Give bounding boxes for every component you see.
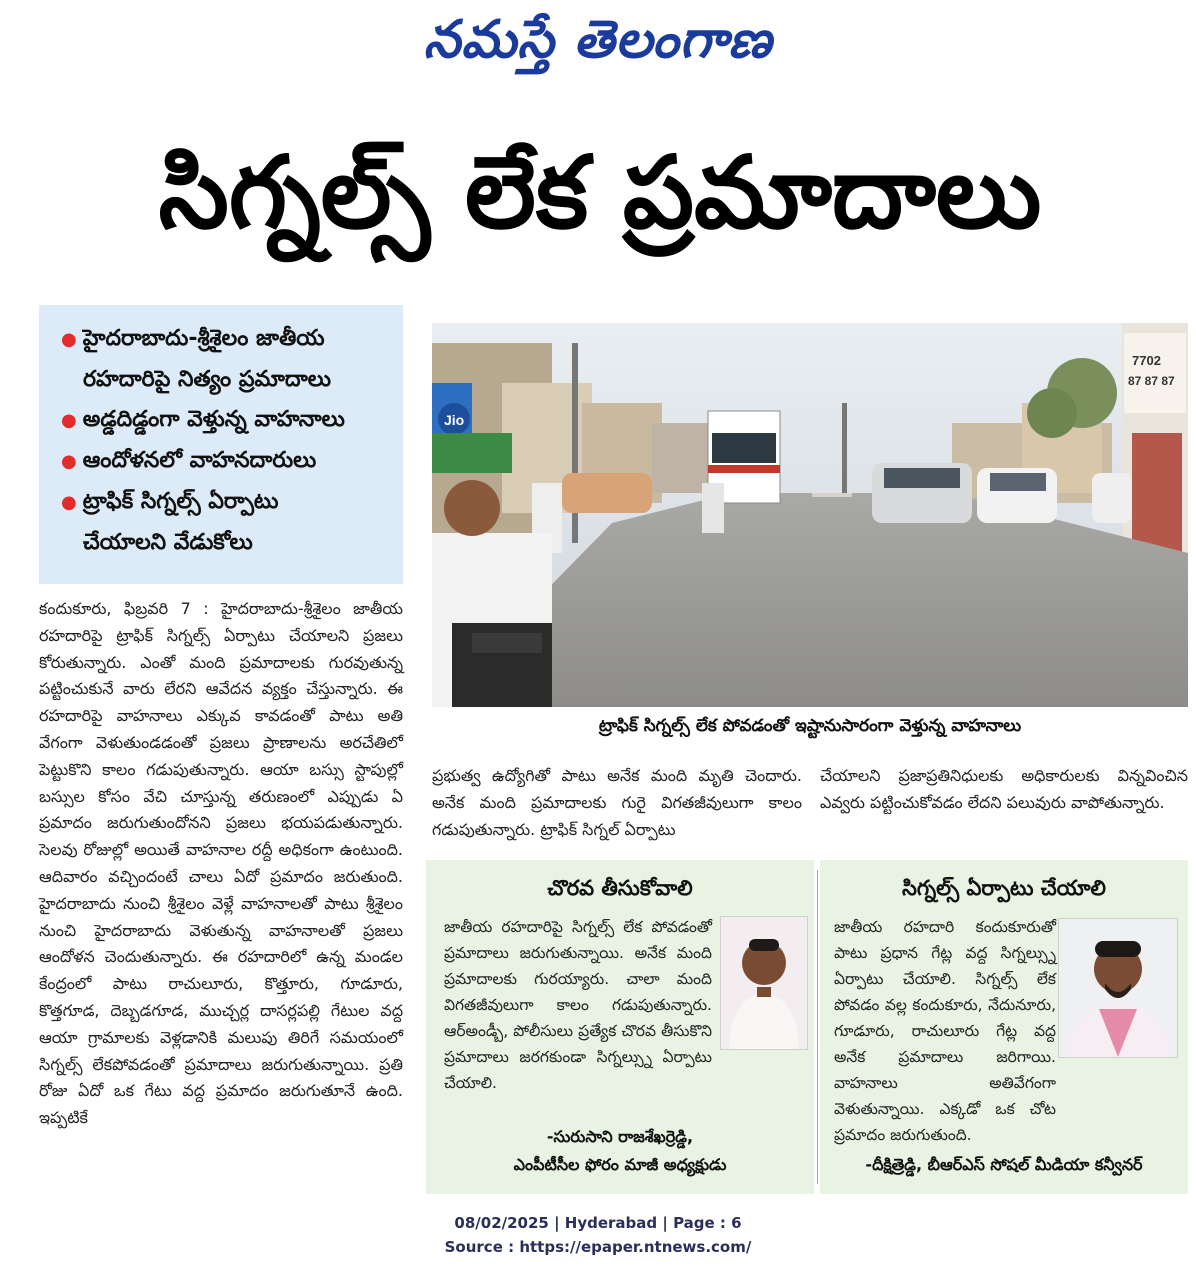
billboard-number: 7702 xyxy=(1132,353,1161,368)
person-avatar xyxy=(1059,919,1177,1057)
quote-attribution-designation: ఎంపీటీసీల ఫోరం మాజీ అధ్యక్షుడు xyxy=(513,1155,727,1174)
article-body-right xyxy=(820,762,1188,816)
jio-sign: Jio xyxy=(444,412,465,428)
bullet-icon: ● xyxy=(61,410,77,431)
quote-box-2 xyxy=(820,860,1188,1194)
portrait-photo xyxy=(1058,918,1178,1058)
article-body-left xyxy=(39,596,403,1132)
billboard-number-2: 87 87 87 xyxy=(1128,374,1175,388)
highlights-box xyxy=(39,305,403,584)
quote-text: జాతీయ రహదారి కందుకూరుతో పాటు ప్రధాన గేట్ల వద్ద సిగ్నల్స్ను ఏర్పాటు చేయాలి. సిగ్నల్స్ లేక పోవడం వల్ల కందుకూరు, నేదునూరు, గూడూరు, రాచులూరు గేట్ల వద్ద అనేక ప్రమాదాలు జరిగాయి. వాహనాలు అతివేగంగా వెళుతున్నాయి. ఎక్కడో ఒక చోట ప్రమాదం జరుగుతుంది. xyxy=(834,918,1056,1144)
footer-date-page: 08/02/2025 | Hyderabad | Page : 6 xyxy=(454,1214,742,1232)
footer-source-link[interactable]: Source : https://epaper.ntnews.com/ xyxy=(444,1238,752,1256)
highlight-item: ● హైదరాబాదు-శ్రీశైలం జాతీయ xyxy=(61,326,325,351)
quote-attribution-name: -సురుసాని రాజశేఖర్రెడ్డి, xyxy=(546,1127,694,1146)
column-divider xyxy=(817,870,818,1184)
quote-text: జాతీయ రహదారిపై సిగ్నల్స్ లేక పోవడంతో ప్రమాదాలు జరుగుతున్నాయి. అనేక మంది ప్రమాదాలకు గురయ్యారు. చాలా మంది విగతజీవులుగా కాలం గడుపుతున్నారు. ఆర్అండ్బీ, పోలీసులు ప్రత్యేక చొరవ తీసుకొని ప్రమాదాలు జరగకుండా సిగ్నల్స్ను ఏర్పాటు చేయాలి. xyxy=(444,918,712,1092)
street-photo xyxy=(432,323,1188,707)
article-body-middle xyxy=(432,762,802,843)
highlight-item: ● అడ్డదిడ్డంగా వెళ్తున్న వాహనాలు xyxy=(61,407,345,432)
quote-attribution: -దీక్షిత్రెడ్డి, బీఆర్ఎస్ సోషల్ మీడియా కన్వీనర్ xyxy=(865,1155,1143,1174)
bullet-icon: ● xyxy=(61,492,77,513)
portrait-photo xyxy=(720,916,808,1050)
article-paragraph: కందుకూరు, ఫిబ్రవరి 7 : హైదరాబాదు-శ్రీశైలం జాతీయ రహదారిపై ట్రాఫిక్ సిగ్నల్స్ ఏర్పాటు చేయాలని ప్రజలు కోరుతున్నారు. ఎంతో మంది ప్రమాదాలకు గురవుతున్న పట్టించుకునే వారు లేరని ఆవేదన వ్యక్తం చేస్తున్నారు. ఈ రహదారిపై వాహనాలు ఎక్కువ కావడంతో పాటు అతి వేగంగా వెళుతుండడంతో ప్రజలు ప్రాణాలను అరచేతిలో పెట్టుకొని కాలం గడుపుతున్నారు. ఆయా బస్సు స్టాపుల్లో బస్సుల కోసం వేచి చూస్తున్న తరుణంలో ఎప్పుడు ఏ ప్రమాదం జరుగుతుందోనని ప్రజలు భయపడుతున్నారు. సెలవు రోజుల్లో అయితే వాహనాల రద్దీ అధికంగా ఉంటుంది. ఆదివారం వచ్చిందంటే చాలు ఏదో ప్రమాదం జరుతుంది. హైదరాబాదు నుంచి శ్రీశైలం వెళ్లే వాహనాలతో పాటు శ్రీశైలం నుంచి హైదరాబాదు వెళుతున్న వాహనాలతో ప్రజలు ఆందోళన చెందుతున్నారు. ఈ రహదారిలో ఉన్న మండల కేంద్రంలో పాటు రాచులూరు, కొత్తూరు, గూడూరు, కొత్తగూడ, దెబ్బడగూడ, ముచ్చర్ల దాసర్లపల్లి గేటుల వద్ద ఆయా గ్రామాలకు వెళ్లడానికి మలుపు తిరిగే సమయంలో సిగ్నల్స్ లేకపోవడంతో ప్రమాదాలు జరుగుతున్నాయి. ప్రతి రోజు ఏదో ఒక గేటు వద్ద ప్రమాదం జరుగుతూనే ఉంది. ఇప్పటికే xyxy=(39,599,403,1128)
headline: సిగ్నల్స్ లేక ప్రమాదాలు xyxy=(158,134,1042,251)
street-scene-image xyxy=(432,323,1188,707)
masthead-logo: నమస్తే తెలంగాణ xyxy=(423,10,773,70)
highlight-item: ● ఆందోళనలో వాహనదారులు xyxy=(61,448,317,473)
article-paragraph: ప్రభుత్వ ఉద్యోగితో పాటు అనేక మంది మృతి చెందారు. అనేక మంది ప్రమాదాలకు గురై విగతజీవులుగా కాలం గడుపుతున్నారు. ట్రాఫిక్ సిగ్నల్ ఏర్పాటు xyxy=(432,766,802,839)
person-avatar xyxy=(721,917,807,1049)
photo-caption: ట్రాఫిక్ సిగ్నల్స్ లేక పోవడంతో ఇష్టానుసారంగా వెళ్తున్న వాహనాలు xyxy=(598,716,1022,736)
article-paragraph: చేయాలని ప్రజాప్రతినిధులకు అధికారులకు విన్నవించిన ఎవ్వరు పట్టించుకోవడం లేదని పలువురు వాపోతున్నారు. xyxy=(820,766,1188,812)
quote-title: సిగ్నల్స్ ఏర్పాటు చేయాలి xyxy=(902,876,1106,900)
highlight-item-continued: రహదారిపై నిత్యం ప్రమాదాలు xyxy=(83,367,331,392)
highlight-item-continued: చేయాలని వేడుకోలు xyxy=(83,530,253,555)
quote-title: చొరవ తీసుకోవాలి xyxy=(547,876,693,900)
highlight-item: ● ట్రాఫిక్ సిగ్నల్స్ ఏర్పాటు xyxy=(61,489,279,514)
quote-box-1 xyxy=(426,860,814,1194)
bullet-icon: ● xyxy=(61,329,77,350)
bullet-icon: ● xyxy=(61,451,77,472)
